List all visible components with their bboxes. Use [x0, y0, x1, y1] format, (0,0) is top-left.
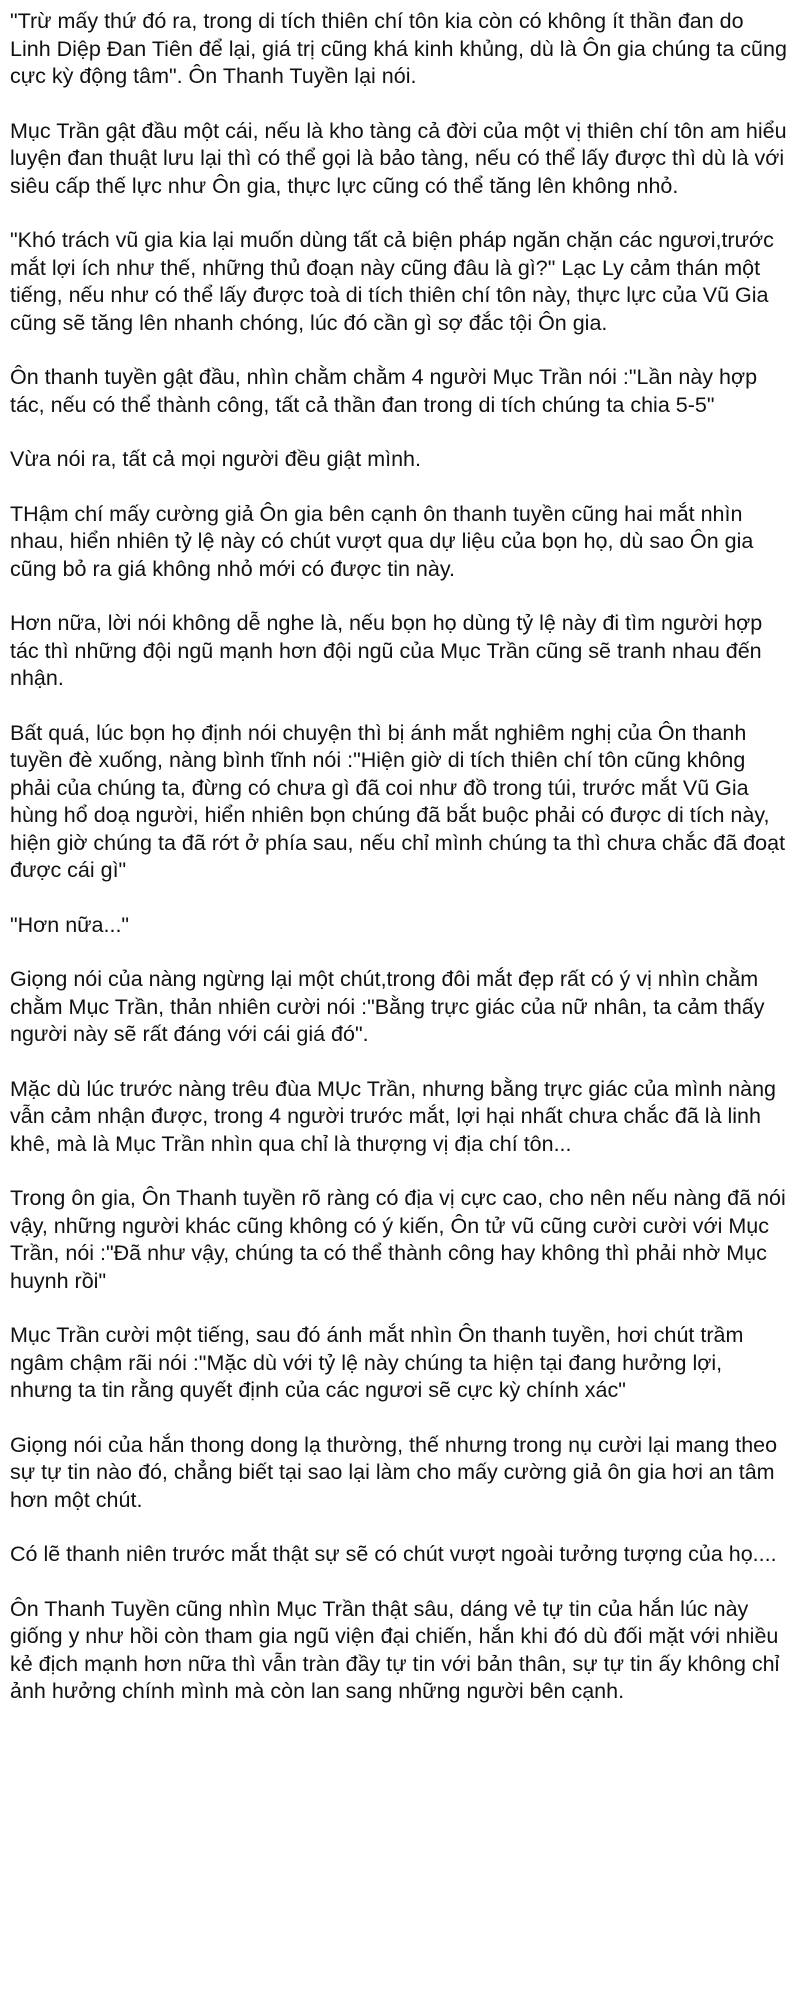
paragraph-12: Trong ôn gia, Ôn Thanh tuyền rõ ràng có địa vị cực cao, cho nên nếu nàng đã nói vậy, những người khác cũng không có ý kiến, Ôn tử vũ cũng cười cười với Mục Trần, nói :"Đã như vậy, chúng ta có thể thành công hay không thì phải nhờ Mục huynh rồi" — [10, 1186, 786, 1293]
paragraph-10: Giọng nói của nàng ngừng lại một chút,trong đôi mắt đẹp rất có ý vị nhìn chằm chằm Mục Trần, thản nhiên cười nói :"Bằng trực giác của nữ nhân, ta cảm thấy người này sẽ rất đáng với cái giá đó". — [10, 967, 765, 1046]
paragraph-15: Có lẽ thanh niên trước mắt thật sự sẽ có chút vượt ngoài tưởng tượng của họ.... — [10, 1542, 777, 1566]
paragraph-11: Mặc dù lúc trước nàng trêu đùa MỤc Trần, nhưng bằng trực giác của mình nàng vẫn cảm nhận được, trong 4 người trước mắt, lợi hại nhất chưa chắc đã là linh khê, mà là Mục Trần nhìn qua chỉ là thượng vị địa chí tôn... — [10, 1076, 776, 1156]
paragraph-16: Ôn Thanh Tuyền cũng nhìn Mục Trần thật sâu, dáng vẻ tự tin của hắn lúc này giống y như hồi còn tham gia ngũ viện đại chiến, hắn khi đó dù đối mặt với nhiều kẻ địch mạnh hơn nữa thì vẫn tràn đầy tự tin với bản thân, sự tự tin ấy không chỉ ảnh hưởng chính mình mà còn lan sang những người bên cạnh. — [10, 1596, 780, 1703]
paragraph-1: "Trừ mấy thứ đó ra, trong di tích thiên chí tôn kia còn có không ít thần đan do Linh Diệp Đan Tiên để lại, giá trị cũng khá kinh khủng, dù là Ôn gia chúng ta cũng cực kỳ động tâm". Ôn Thanh Tuyền lại nói. — [10, 9, 787, 88]
paragraph-3: "Khó trách vũ gia kia lại muốn dùng tất cả biện pháp ngăn chặn các ngươi,trước mắt lợi ích như thế, những thủ đoạn này cũng đâu là gì?" Lạc Ly cảm thán một tiếng, nếu như có thể lấy được toà di tích thiên chí tôn này, thực lực của Vũ Gia cũng sẽ tăng lên nhanh chóng, lúc đó cần gì sợ đắc tội Ôn gia. — [10, 228, 774, 335]
paragraph-13: Mục Trần cười một tiếng, sau đó ánh mắt nhìn Ôn thanh tuyền, hơi chút trầm ngâm chậm rãi nói :"Mặc dù với tỷ lệ này chúng ta hiện tại đang hưởng lợi, nhưng ta tin rằng quyết định của các ngươi sẽ cực kỳ chính xác" — [10, 1323, 744, 1402]
paragraph-8: Bất quá, lúc bọn họ định nói chuyện thì bị ánh mắt nghiêm nghị của Ôn thanh tuyền đè xuống, nàng bình tĩnh nói :"Hiện giờ di tích thiên chí tôn cũng không phải của chúng ta, đừng có chưa gì đã coi như đồ trong túi, trước mắt Vũ Gia hùng hổ doạ người, hiển nhiên bọn chúng đã bắt buộc phải có được di tích này, hiện giờ chúng ta đã rớt ở phía sau, nếu chỉ mình chúng ta thì chưa chắc đã đoạt được cái gì" — [10, 720, 786, 882]
paragraph-2: Mục Trần gật đầu một cái, nếu là kho tàng cả đời của một vị thiên chí tôn am hiểu luyện đan thuật lưu lại thì có thể gọi là bảo tàng, nếu có thể lấy được thì dù là với siêu cấp thế lực như Ôn gia, thực lực cũng có thể tăng lên không nhỏ. — [10, 118, 787, 198]
paragraph-9: "Hơn nữa..." — [10, 912, 130, 937]
paragraph-4: Ôn thanh tuyền gật đầu, nhìn chằm chằm 4 người Mục Trần nói :"Lần này hợp tác, nếu có thể thành công, tất cả thần đan trong di tích chúng ta chia 5-5" — [10, 365, 758, 417]
paragraph-7: Hơn nữa, lời nói không dễ nghe là, nếu bọn họ dùng tỷ lệ này đi tìm người hợp tác thì những đội ngũ mạnh hơn đội ngũ của Mục Trần cũng sẽ tranh nhau đến nhận. — [10, 611, 763, 690]
paragraph-14: Giọng nói của hắn thong dong lạ thường, thế nhưng trong nụ cười lại mang theo sự tự tin nào đó, chẳng biết tại sao lại làm cho mấy cường giả ôn gia hơi an tâm hơn một chút. — [10, 1432, 778, 1512]
paragraph-6: THậm chí mấy cường giả Ôn gia bên cạnh ôn thanh tuyền cũng hai mắt nhìn nhau, hiển nhiên tỷ lệ này có chút vượt qua dự liệu của bọn họ, dù sao Ôn gia cũng bỏ ra giá không nhỏ mới có được tin này. — [10, 501, 754, 581]
paragraph-5: Vừa nói ra, tất cả mọi người đều giật mình. — [10, 447, 421, 471]
